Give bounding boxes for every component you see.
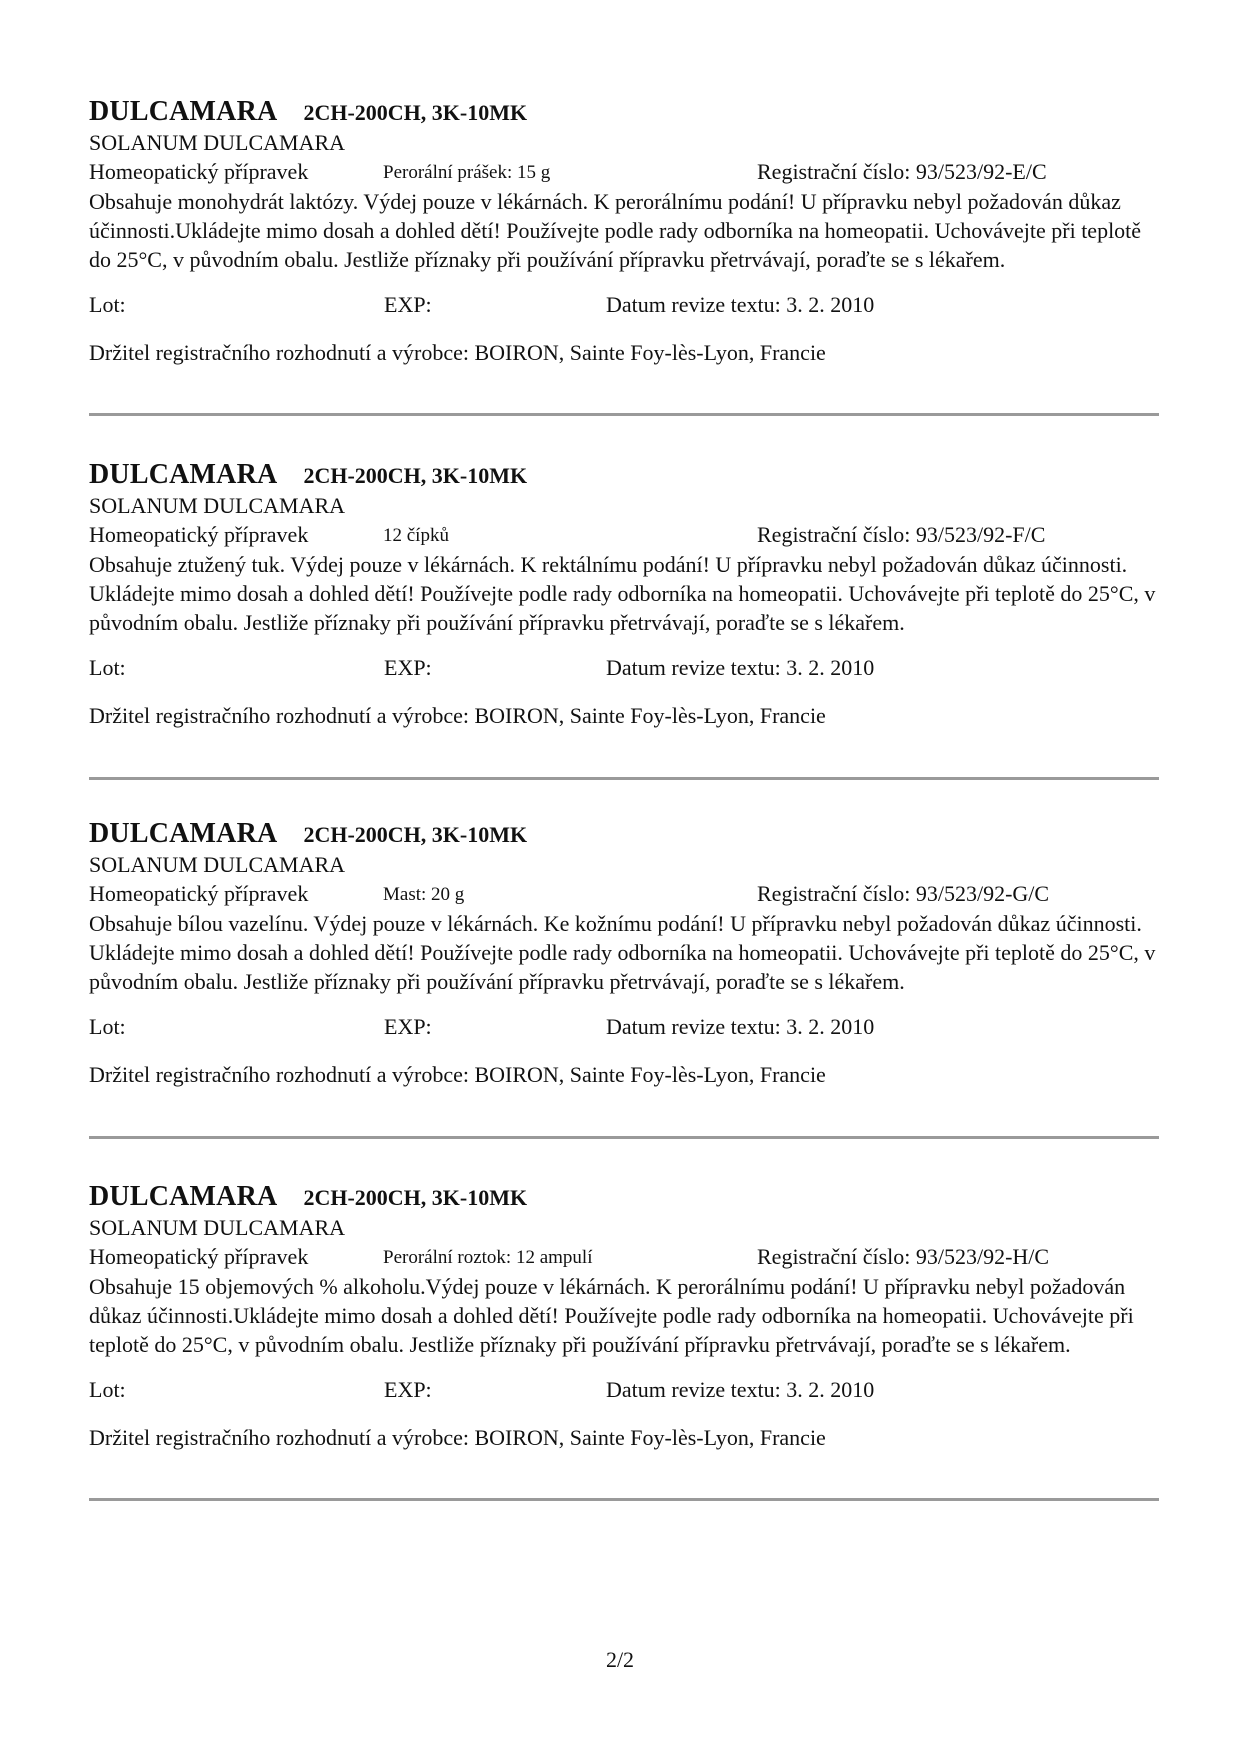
product-name: DULCAMARA xyxy=(89,818,278,849)
section-divider xyxy=(89,1498,1159,1501)
product-name: DULCAMARA xyxy=(89,96,278,127)
lot-label: Lot: xyxy=(89,1377,126,1402)
pharmaceutical-form: Perorální prášek: 15 g xyxy=(383,162,551,183)
product-name: DULCAMARA xyxy=(89,459,278,490)
product-type: Homeopatický přípravek xyxy=(89,159,309,184)
info-row xyxy=(89,879,1159,909)
description: Obsahuje bílou vazelínu. Výdej pouze v lékárnách. Ke kožnímu podání! U přípravku nebyl požadován důkaz účinnosti. Ukládejte mimo dosah a dohled dětí! Používejte podle rady odborníka na homeopatii. Uchovávejte při teplotě do 25°C, v původním obalu. Jestliže příznaky při používání přípravku přetrvávají, poraďte se s lékařem. xyxy=(89,911,1156,994)
exp-label: EXP: xyxy=(384,1377,432,1402)
potency: 2CH-200CH, 3K-10MK xyxy=(303,463,528,488)
product-type: Homeopatický přípravek xyxy=(89,881,309,906)
product-name: DULCAMARA xyxy=(89,1181,278,1212)
marketing-authorisation-holder: Držitel registračního rozhodnutí a výrobce: BOIRON, Sainte Foy-lès-Lyon, Francie xyxy=(89,1062,826,1087)
exp-label: EXP: xyxy=(384,655,432,680)
exp-label: EXP: xyxy=(384,1014,432,1039)
registration-number: Registrační číslo: 93/523/92-G/C xyxy=(757,881,1050,906)
potency: 2CH-200CH, 3K-10MK xyxy=(303,100,528,125)
description: Obsahuje monohydrát laktózy. Výdej pouze v lékárnách. K perorálnímu podání! U přípravku nebyl požadován důkaz účinnosti.Ukládejte mimo dosah a dohled dětí! Používejte podle rady odborníka na homeopatii. Uchovávejte při teplotě do 25°C, v původním obalu. Jestliže příznaky při používání přípravku přetrvávají, poraďte se s lékařem. xyxy=(89,189,1142,272)
latin-name: SOLANUM DULCAMARA xyxy=(89,130,346,155)
registration-number: Registrační číslo: 93/523/92-F/C xyxy=(757,522,1046,547)
meta-row xyxy=(89,1012,1159,1042)
marketing-authorisation-holder: Držitel registračního rozhodnutí a výrobce: BOIRON, Sainte Foy-lès-Lyon, Francie xyxy=(89,703,826,728)
lot-label: Lot: xyxy=(89,655,126,680)
info-row xyxy=(89,520,1159,550)
section-divider xyxy=(89,777,1159,780)
registration-number: Registrační číslo: 93/523/92-E/C xyxy=(757,159,1047,184)
potency: 2CH-200CH, 3K-10MK xyxy=(303,822,528,847)
registration-number: Registrační číslo: 93/523/92-H/C xyxy=(757,1244,1050,1269)
label-section xyxy=(89,458,1159,731)
label-section xyxy=(89,95,1159,368)
pharmaceutical-form: 12 čípků xyxy=(383,525,449,546)
section-divider xyxy=(89,413,1159,416)
marketing-authorisation-holder: Držitel registračního rozhodnutí a výrobce: BOIRON, Sainte Foy-lès-Lyon, Francie xyxy=(89,1425,826,1450)
revision-date: Datum revize textu: 3. 2. 2010 xyxy=(606,1377,875,1402)
meta-row xyxy=(89,1375,1159,1405)
pharmaceutical-form: Perorální roztok: 12 ampulí xyxy=(383,1247,593,1268)
section-divider xyxy=(89,1136,1159,1139)
latin-name: SOLANUM DULCAMARA xyxy=(89,1215,346,1240)
info-row xyxy=(89,157,1159,187)
lot-label: Lot: xyxy=(89,1014,126,1039)
label-section xyxy=(89,1180,1159,1453)
product-type: Homeopatický přípravek xyxy=(89,1244,309,1269)
title-line xyxy=(89,817,1159,851)
product-type: Homeopatický přípravek xyxy=(89,522,309,547)
title-line xyxy=(89,95,1159,129)
marketing-authorisation-holder: Držitel registračního rozhodnutí a výrobce: BOIRON, Sainte Foy-lès-Lyon, Francie xyxy=(89,340,826,365)
meta-row xyxy=(89,290,1159,320)
revision-date: Datum revize textu: 3. 2. 2010 xyxy=(606,655,875,680)
description: Obsahuje ztužený tuk. Výdej pouze v lékárnách. K rektálnímu podání! U přípravku nebyl požadován důkaz účinnosti. Ukládejte mimo dosah a dohled dětí! Používejte podle rady odborníka na homeopatii. Uchovávejte při teplotě do 25°C, v původním obalu. Jestliže příznaky při používání přípravku přetrvávají, poraďte se s lékařem. xyxy=(89,552,1156,635)
page-number: 2/2 xyxy=(605,1647,635,1672)
exp-label: EXP: xyxy=(384,292,432,317)
latin-name: SOLANUM DULCAMARA xyxy=(89,852,346,877)
meta-row xyxy=(89,653,1159,683)
info-row xyxy=(89,1242,1159,1272)
title-line xyxy=(89,458,1159,492)
latin-name: SOLANUM DULCAMARA xyxy=(89,493,346,518)
revision-date: Datum revize textu: 3. 2. 2010 xyxy=(606,292,875,317)
title-line xyxy=(89,1180,1159,1214)
potency: 2CH-200CH, 3K-10MK xyxy=(303,1185,528,1210)
pharmaceutical-form: Mast: 20 g xyxy=(383,884,465,905)
description: Obsahuje 15 objemových % alkoholu.Výdej pouze v lékárnách. K perorálnímu podání! U přípravku nebyl požadován důkaz účinnosti.Ukládejte mimo dosah a dohled dětí! Používejte podle rady odborníka na homeopatii. Uchovávejte při teplotě do 25°C, v původním obalu. Jestliže příznaky při používání přípravku přetrvávají, poraďte se s lékařem. xyxy=(89,1274,1134,1357)
label-section xyxy=(89,817,1159,1090)
lot-label: Lot: xyxy=(89,292,126,317)
revision-date: Datum revize textu: 3. 2. 2010 xyxy=(606,1014,875,1039)
